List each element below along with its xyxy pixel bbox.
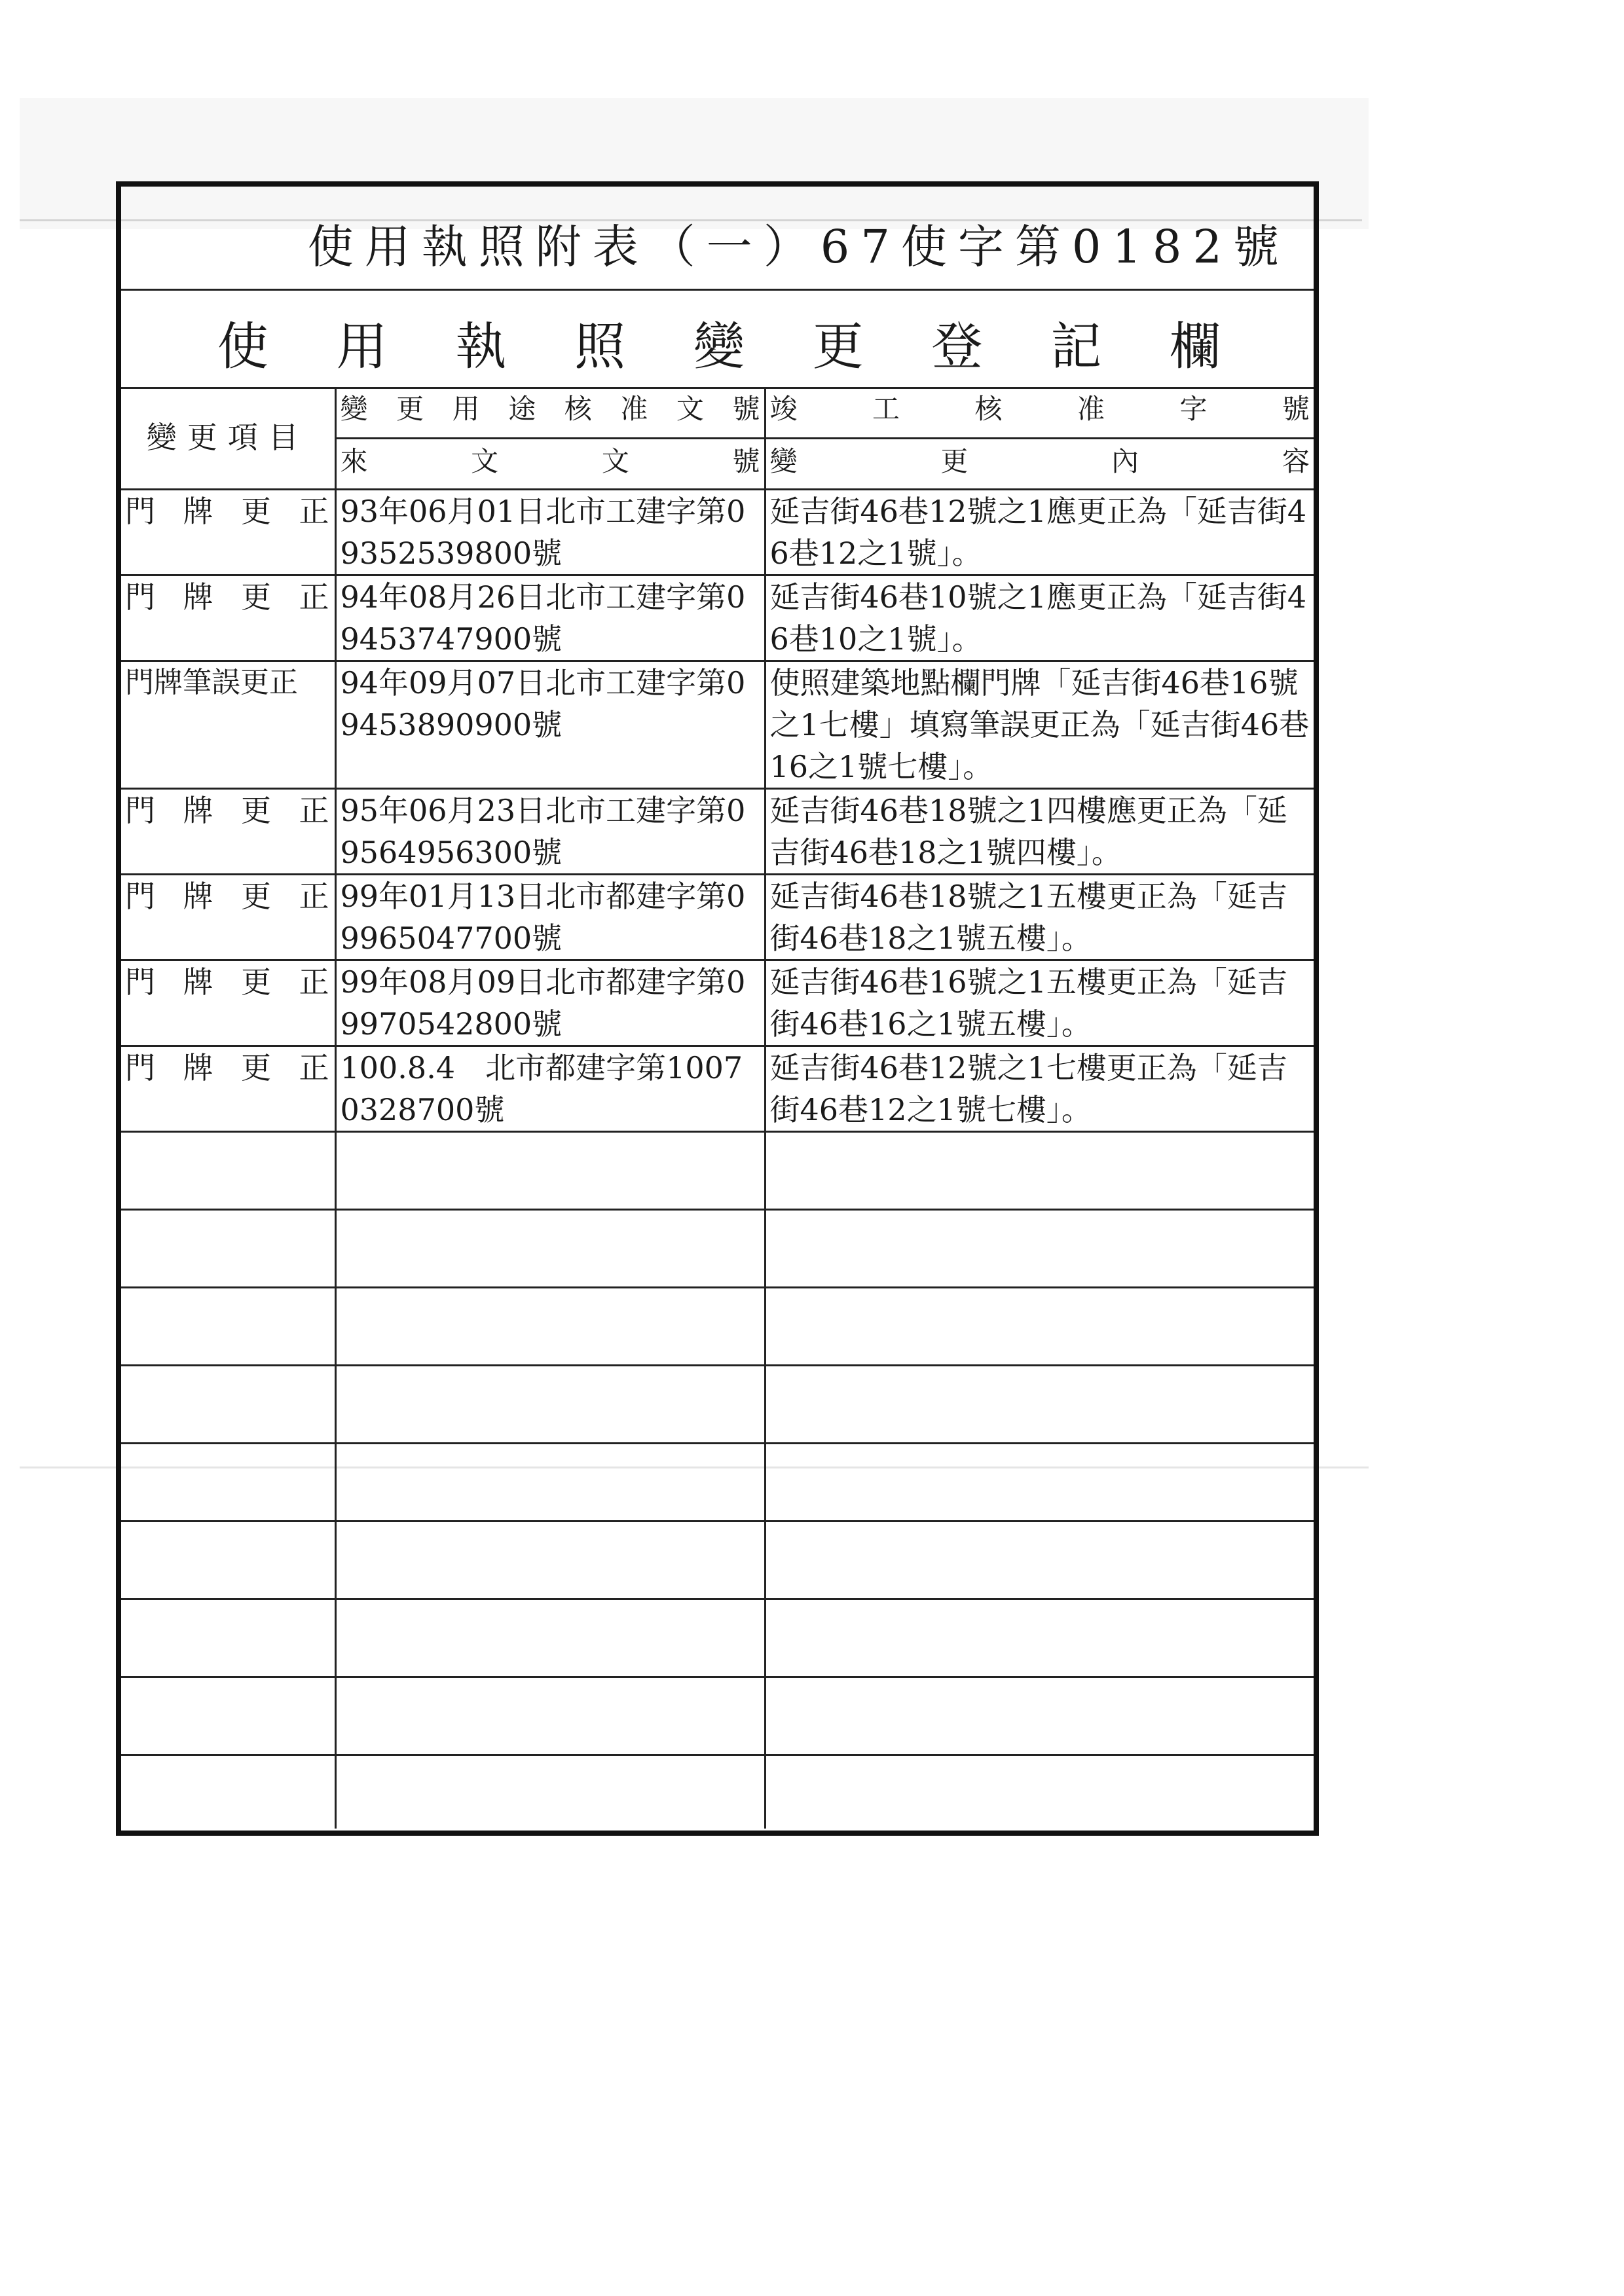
- doc-ref-cell: 99年08月09日北市都建字第09970542800號: [335, 960, 765, 1046]
- registration-table: [121, 387, 1314, 1829]
- table-row: [121, 960, 1314, 1046]
- empty-row: [121, 1365, 1314, 1443]
- doc-ref-cell: 94年08月26日北市工建字第09453747900號: [335, 575, 765, 661]
- table-row: [121, 661, 1314, 788]
- table-row: [121, 489, 1314, 575]
- empty-row: [121, 1443, 1314, 1521]
- change-registration-form: [116, 181, 1319, 1836]
- header-incoming-doc-no: 來 文 文 號: [335, 438, 765, 489]
- change-content-cell: 延吉街46巷10號之1應更正為「延吉街46巷10之1號」。: [765, 575, 1314, 661]
- heading-char: 使: [217, 318, 268, 376]
- heading-char: 執: [455, 318, 507, 376]
- header-completion-no: 竣 工 核 准 字 號: [765, 387, 1314, 438]
- empty-row: [121, 1677, 1314, 1755]
- table-row: [121, 788, 1314, 874]
- change-item-cell: 門 牌 更 正: [121, 788, 335, 874]
- change-item-cell: 門 牌 更 正: [121, 575, 335, 661]
- change-item-cell: 門 牌 更 正: [121, 874, 335, 960]
- empty-row: [121, 1131, 1314, 1209]
- change-item-cell: 門 牌 更 正: [121, 489, 335, 575]
- heading-char: 登: [931, 318, 983, 376]
- change-content-cell: 延吉街46巷18號之1五樓更正為「延吉街46巷18之1號五樓」。: [765, 874, 1314, 960]
- heading-char: 記: [1050, 318, 1102, 376]
- document-title: 使用執照附表（一）67使字第0182號: [307, 220, 1290, 274]
- header-row: [121, 387, 1314, 438]
- header-approval-no: 變 更 用 途 核 准 文 號: [335, 387, 765, 438]
- change-content-cell: 使照建築地點欄門牌「延吉街46巷16號之1七樓」填寫筆誤更正為「延吉街46巷16之1號七樓」。: [765, 661, 1314, 788]
- empty-row: [121, 1209, 1314, 1287]
- table-row: [121, 575, 1314, 661]
- change-content-cell: 延吉街46巷12號之1應更正為「延吉街46巷12之1號」。: [765, 489, 1314, 575]
- doc-ref-cell: 99年01月13日北市都建字第09965047700號: [335, 874, 765, 960]
- change-content-cell: 延吉街46巷18號之1四樓應更正為「延吉街46巷18之1號四樓」。: [765, 788, 1314, 874]
- doc-ref-cell: 100.8.4 北市都建字第10070328700號: [335, 1046, 765, 1131]
- change-content-cell: 延吉街46巷12號之1七樓更正為「延吉街46巷12之1號七樓」。: [765, 1046, 1314, 1131]
- heading-char: 照: [574, 318, 626, 376]
- table-row: [121, 874, 1314, 960]
- doc-ref-cell: 95年06月23日北市工建字第09564956300號: [335, 788, 765, 874]
- empty-row: [121, 1755, 1314, 1829]
- empty-row: [121, 1521, 1314, 1599]
- change-content-cell: 延吉街46巷16號之1五樓更正為「延吉街46巷16之1號五樓」。: [765, 960, 1314, 1046]
- heading-char: 用: [336, 318, 388, 376]
- title-row: [121, 187, 1314, 291]
- subtitle-row: [121, 289, 1314, 389]
- doc-ref-cell: 93年06月01日北市工建字第09352539800號: [335, 489, 765, 575]
- change-item-cell: 門 牌 更 正: [121, 960, 335, 1046]
- change-item-cell: 門 牌 更 正: [121, 1046, 335, 1131]
- empty-row: [121, 1287, 1314, 1365]
- change-item-cell: 門牌筆誤更正: [121, 661, 335, 788]
- empty-row: [121, 1599, 1314, 1677]
- header-change-item: 變更項目: [121, 387, 335, 489]
- doc-ref-cell: 94年09月07日北市工建字第09453890900號: [335, 661, 765, 788]
- section-heading: [121, 306, 1314, 379]
- heading-char: 更: [812, 318, 864, 376]
- heading-char: 欄: [1170, 318, 1221, 376]
- heading-char: 變: [693, 318, 745, 376]
- table-row: [121, 1046, 1314, 1131]
- header-change-content: 變 更 內 容: [765, 438, 1314, 489]
